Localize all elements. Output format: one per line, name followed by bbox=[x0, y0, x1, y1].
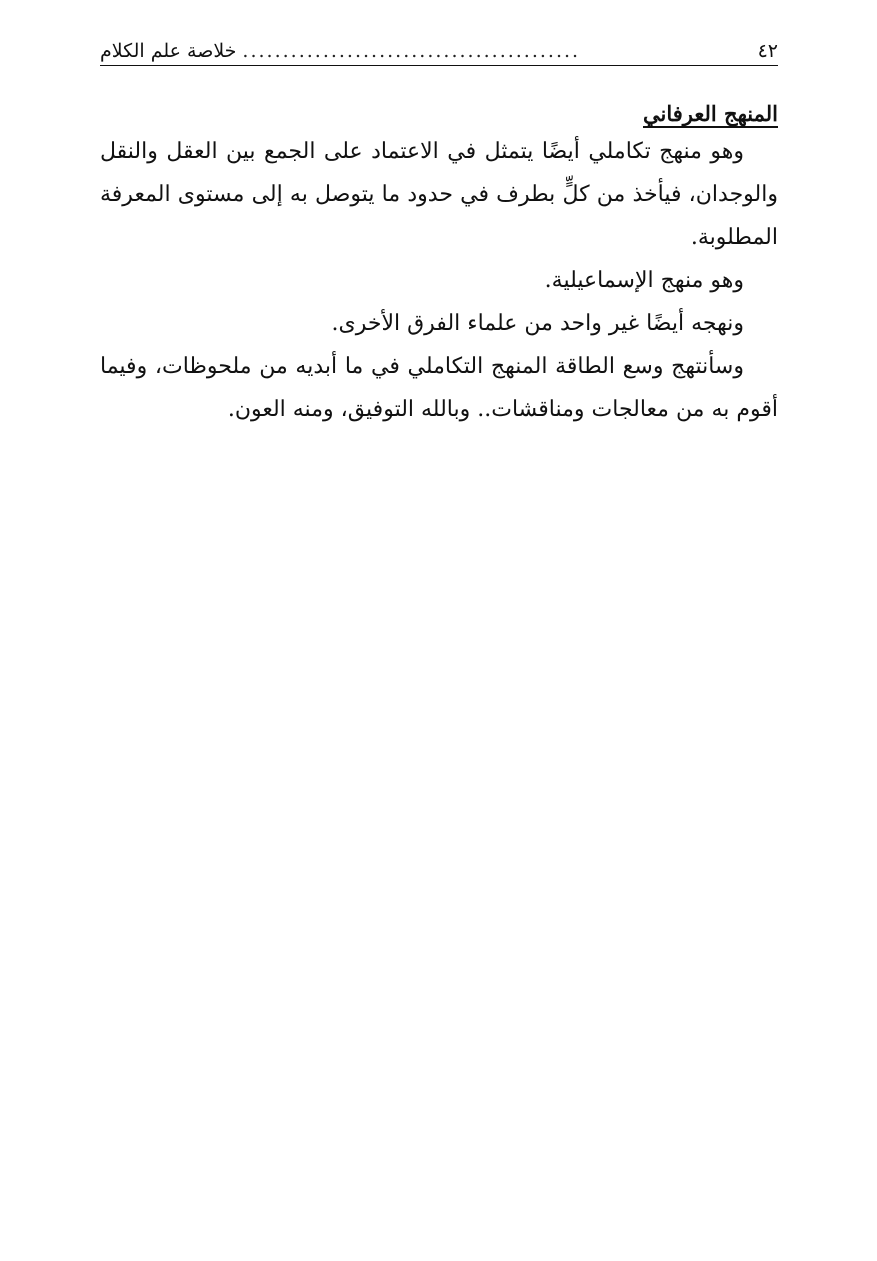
body-paragraph: وهو منهج الإسماعيلية. bbox=[544, 268, 744, 293]
body-paragraph: وهو منهج تكاملي أيضًا يتمثل في الاعتماد على الجمع بين العقل والنقل والوجدان، فيأخذ من كلٍّ بطرف في حدود ما يتوصل به إلى مستوى المعرفة المطلوبة. bbox=[100, 139, 778, 250]
running-header bbox=[100, 28, 778, 66]
header-leader-dots: .......................................... bbox=[242, 42, 581, 61]
section-heading: المنهج العرفاني bbox=[643, 101, 778, 126]
document-page bbox=[100, 28, 778, 431]
body-paragraph: وسأنتهج وسع الطاقة المنهج التكاملي في ما أبديه من ملحوظات، وفيما أقوم به من معالجات ومناقشات.. وبالله التوفيق، ومنه العون. bbox=[100, 354, 778, 422]
body-paragraph: ونهجه أيضًا غير واحد من علماء الفرق الأخرى. bbox=[331, 311, 744, 336]
page-number: ٤٢ bbox=[757, 40, 778, 62]
book-title: خلاصة علم الكلام bbox=[100, 40, 237, 62]
